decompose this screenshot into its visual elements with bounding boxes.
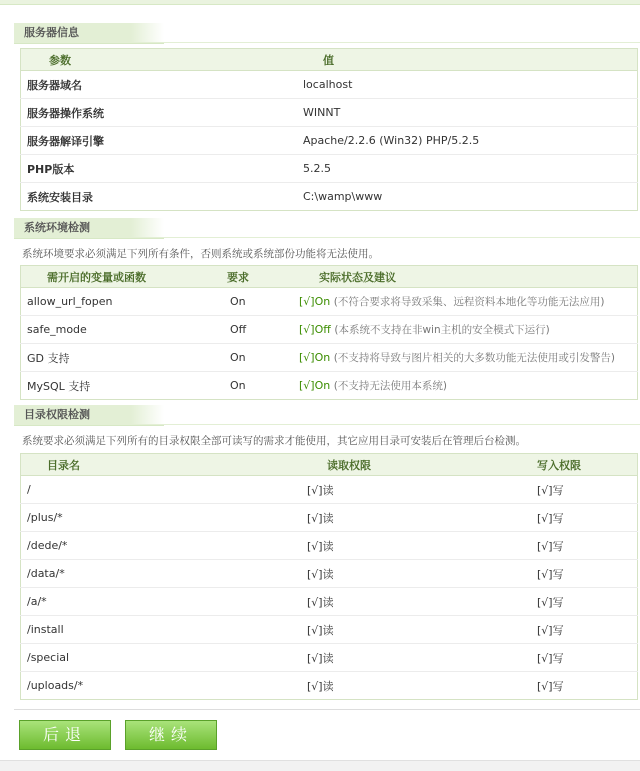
requirement: On: [227, 344, 299, 372]
row-value: WINNT: [303, 99, 638, 127]
row-label: 服务器解译引擎: [21, 127, 304, 155]
table-row: [21, 372, 638, 400]
section-title-server-info: 服务器信息: [14, 23, 164, 44]
bottom-bar: [0, 760, 640, 771]
table-row: [21, 288, 638, 316]
back-button[interactable]: 后退: [19, 720, 111, 750]
dir-name: /: [21, 476, 278, 504]
table-header-row: [21, 266, 638, 288]
row-value: 5.2.5: [303, 155, 638, 183]
row-value: Apache/2.2.6 (Win32) PHP/5.2.5: [303, 127, 638, 155]
variable-name: safe_mode: [21, 316, 228, 344]
table-header-row: [21, 454, 638, 476]
table-row: [21, 183, 638, 211]
write-permission: [√]写: [507, 532, 638, 560]
status-advice: (不符合要求将导致采集、远程资料本地化等功能无法应用): [333, 296, 605, 308]
table-row: [21, 672, 638, 700]
write-permission: [√]写: [507, 644, 638, 672]
read-permission: [√]读: [277, 560, 507, 588]
table-row: [21, 532, 638, 560]
status-cell: [299, 288, 638, 316]
dir-check-table: [20, 453, 638, 700]
requirement: On: [230, 379, 246, 392]
column-header-status: 实际状态及建议: [299, 266, 638, 288]
table-row: [21, 155, 638, 183]
table-row: [21, 644, 638, 672]
table-header-row: [21, 49, 638, 71]
top-border: [0, 0, 640, 5]
write-permission: [√]写: [507, 616, 638, 644]
requirement: On: [227, 288, 299, 316]
dir-name: /uploads/*: [27, 679, 84, 692]
dir-name: /special: [21, 644, 278, 672]
variable-name: GD 支持: [21, 344, 228, 372]
section-divider: [14, 424, 640, 425]
row-value: localhost: [303, 71, 638, 99]
footer-divider: [14, 709, 640, 710]
write-permission: [√]写: [507, 588, 638, 616]
dir-name: /a/*: [21, 588, 278, 616]
variable-name: MySQL 支持: [27, 379, 91, 393]
read-permission: [√]读: [277, 476, 507, 504]
status-ok: [√]On: [299, 351, 331, 364]
status-ok: [√]Off: [299, 323, 331, 336]
row-label: 服务器操作系统: [21, 99, 304, 127]
write-permission: [√]写: [507, 504, 638, 532]
table-row: [21, 71, 638, 99]
write-permission: [√]写: [507, 560, 638, 588]
status-advice: (不支持将导致与图片相关的大多数功能无法使用或引发警告): [333, 352, 615, 364]
column-header-value: 值: [303, 49, 638, 71]
section-title-env-check: 系统环境检测: [14, 218, 164, 239]
table-row: [21, 504, 638, 532]
read-permission: [√]读: [277, 644, 507, 672]
requirement: Off: [227, 316, 299, 344]
table-row: [21, 127, 638, 155]
server-info-table: [20, 48, 638, 211]
read-permission: [√]读: [277, 588, 507, 616]
table-row: [21, 99, 638, 127]
column-header-name: 需开启的变量或函数: [21, 266, 228, 288]
table-row: [21, 616, 638, 644]
column-header-write: 写入权限: [507, 454, 638, 476]
status-cell: [299, 316, 638, 344]
status-cell: [299, 344, 638, 372]
section-divider: [14, 42, 640, 43]
table-row: [21, 344, 638, 372]
read-permission: [√]读: [277, 532, 507, 560]
dir-name: /install: [21, 616, 278, 644]
dir-name: /dede/*: [21, 532, 278, 560]
env-check-table: [20, 265, 638, 400]
status-advice: (不支持无法使用本系统): [333, 380, 447, 392]
section-divider: [14, 237, 640, 238]
row-value: C:\wamp\www: [303, 190, 383, 203]
variable-name: allow_url_fopen: [21, 288, 228, 316]
read-permission: [√]读: [277, 616, 507, 644]
table-row: [21, 476, 638, 504]
column-header-param: 参数: [21, 49, 304, 71]
write-permission: [√]写: [507, 476, 638, 504]
write-permission: [√]写: [537, 679, 564, 693]
table-row: [21, 560, 638, 588]
dir-name: /plus/*: [21, 504, 278, 532]
table-row: [21, 316, 638, 344]
column-header-read: 读取权限: [277, 454, 507, 476]
status-ok: [√]On: [299, 379, 331, 392]
row-label: 服务器域名: [21, 71, 304, 99]
row-label: PHP版本: [21, 155, 304, 183]
dir-name: /data/*: [21, 560, 278, 588]
dir-check-note: 系统要求必须满足下列所有的目录权限全部可读写的需求才能使用，其它应用目录可安装后在管理后台检测。: [22, 435, 526, 447]
status-cell: [299, 372, 638, 400]
status-advice: (本系统不支持在非win主机的安全模式下运行): [334, 324, 550, 336]
column-header-dir: 目录名: [21, 454, 278, 476]
section-title-dir-check: 目录权限检测: [14, 405, 164, 426]
status-ok: [√]On: [299, 295, 331, 308]
column-header-requirement: 要求: [227, 266, 299, 288]
continue-button[interactable]: 继续: [125, 720, 217, 750]
row-label: 系统安装目录: [27, 190, 93, 204]
read-permission: [√]读: [277, 504, 507, 532]
env-check-note: 系统环境要求必须满足下列所有条件，否则系统或系统部份功能将无法使用。: [22, 248, 379, 260]
table-row: [21, 588, 638, 616]
read-permission: [√]读: [307, 679, 334, 693]
